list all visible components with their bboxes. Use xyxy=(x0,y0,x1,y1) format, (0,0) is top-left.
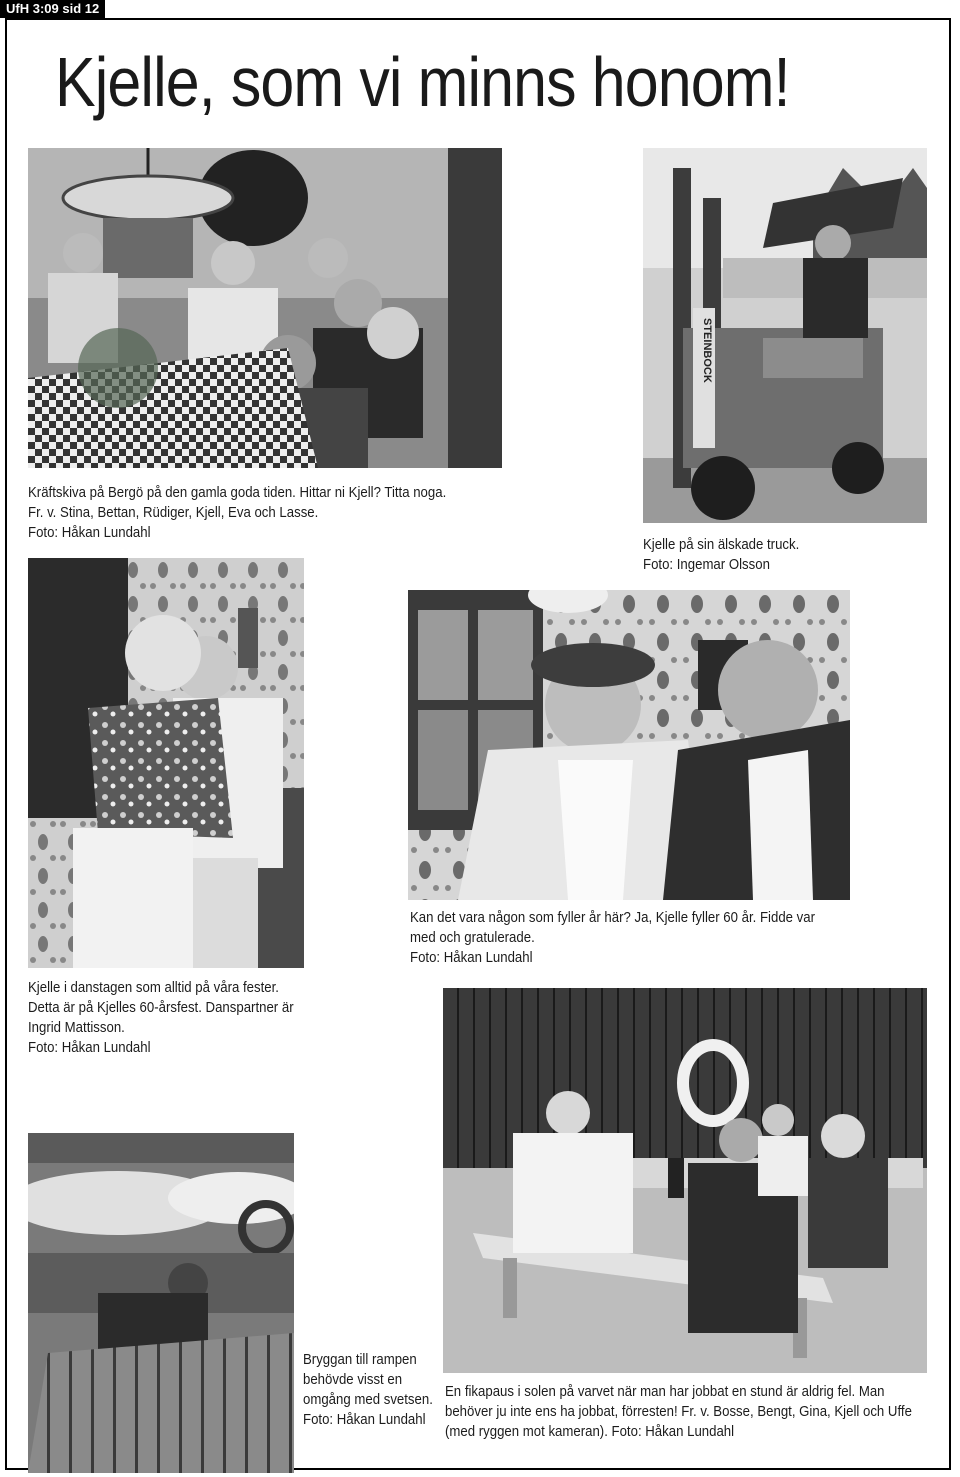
forklift-image xyxy=(643,148,927,523)
photo-forklift xyxy=(643,148,927,523)
coffee-break-image xyxy=(443,988,927,1373)
caption-credit: Foto: Håkan Lundahl xyxy=(28,1039,151,1056)
caption-dance xyxy=(28,978,294,1058)
photo-birthday-crown xyxy=(408,590,850,900)
caption-credit: Foto: Håkan Lundahl xyxy=(28,524,151,541)
photo-dock-ramp xyxy=(28,1133,294,1473)
caption-line: Kjelle på sin älskade truck. xyxy=(643,536,800,553)
caption-credit: Foto: Ingemar Olsson xyxy=(643,556,770,573)
caption-line: (med ryggen mot kameran). Foto: Håkan Lundahl xyxy=(445,1423,735,1440)
caption-line: behöver ju inte ens ha jobbat, förresten! Fr. v. Bosse, Bengt, Gina, Kjell och Uffe xyxy=(445,1403,912,1420)
photo-dance xyxy=(28,558,304,968)
caption-credit: Foto: Håkan Lundahl xyxy=(410,949,533,966)
caption-line: omgång med svetsen. xyxy=(303,1391,433,1408)
caption-crayfish-party xyxy=(28,483,446,543)
birthday-crown-image xyxy=(408,590,850,900)
caption-line: Kjelle i danstagen som alltid på våra fester. xyxy=(28,979,279,996)
caption-credit: Foto: Håkan Lundahl xyxy=(303,1411,426,1428)
caption-line: Kan det vara någon som fyller år här? Ja, Kjelle fyller 60 år. Fidde var xyxy=(410,909,816,926)
caption-line: med och gratulerade. xyxy=(410,929,535,946)
caption-dock-ramp xyxy=(303,1350,433,1430)
caption-line: Ingrid Mattisson. xyxy=(28,1019,125,1036)
caption-line: Bryggan till rampen xyxy=(303,1351,417,1368)
caption-line: Detta är på Kjelles 60-årsfest. Danspartner är xyxy=(28,999,294,1016)
photo-crayfish-party xyxy=(28,148,502,468)
caption-coffee-break xyxy=(445,1382,912,1442)
dance-image xyxy=(28,558,304,968)
crayfish-party-image xyxy=(28,148,502,468)
page-header: UfH 3:09 sid 12 xyxy=(0,0,105,18)
headline: Kjelle, som vi minns honom! xyxy=(55,43,790,121)
dock-ramp-image xyxy=(28,1133,294,1473)
caption-line: behövde visst en xyxy=(303,1371,403,1388)
caption-line: En fikapaus i solen på varvet när man har jobbat en stund är aldrig fel. Man xyxy=(445,1383,885,1400)
caption-birthday-crown xyxy=(410,908,815,968)
caption-line: Kräftskiva på Bergö på den gamla goda tiden. Hittar ni Kjell? Titta noga. xyxy=(28,484,447,501)
caption-forklift xyxy=(643,535,799,575)
caption-line: Fr. v. Stina, Bettan, Rüdiger, Kjell, Eva och Lasse. xyxy=(28,504,319,521)
photo-coffee-break xyxy=(443,988,927,1373)
forklift-brand-text: STEINBOCK xyxy=(701,318,713,383)
